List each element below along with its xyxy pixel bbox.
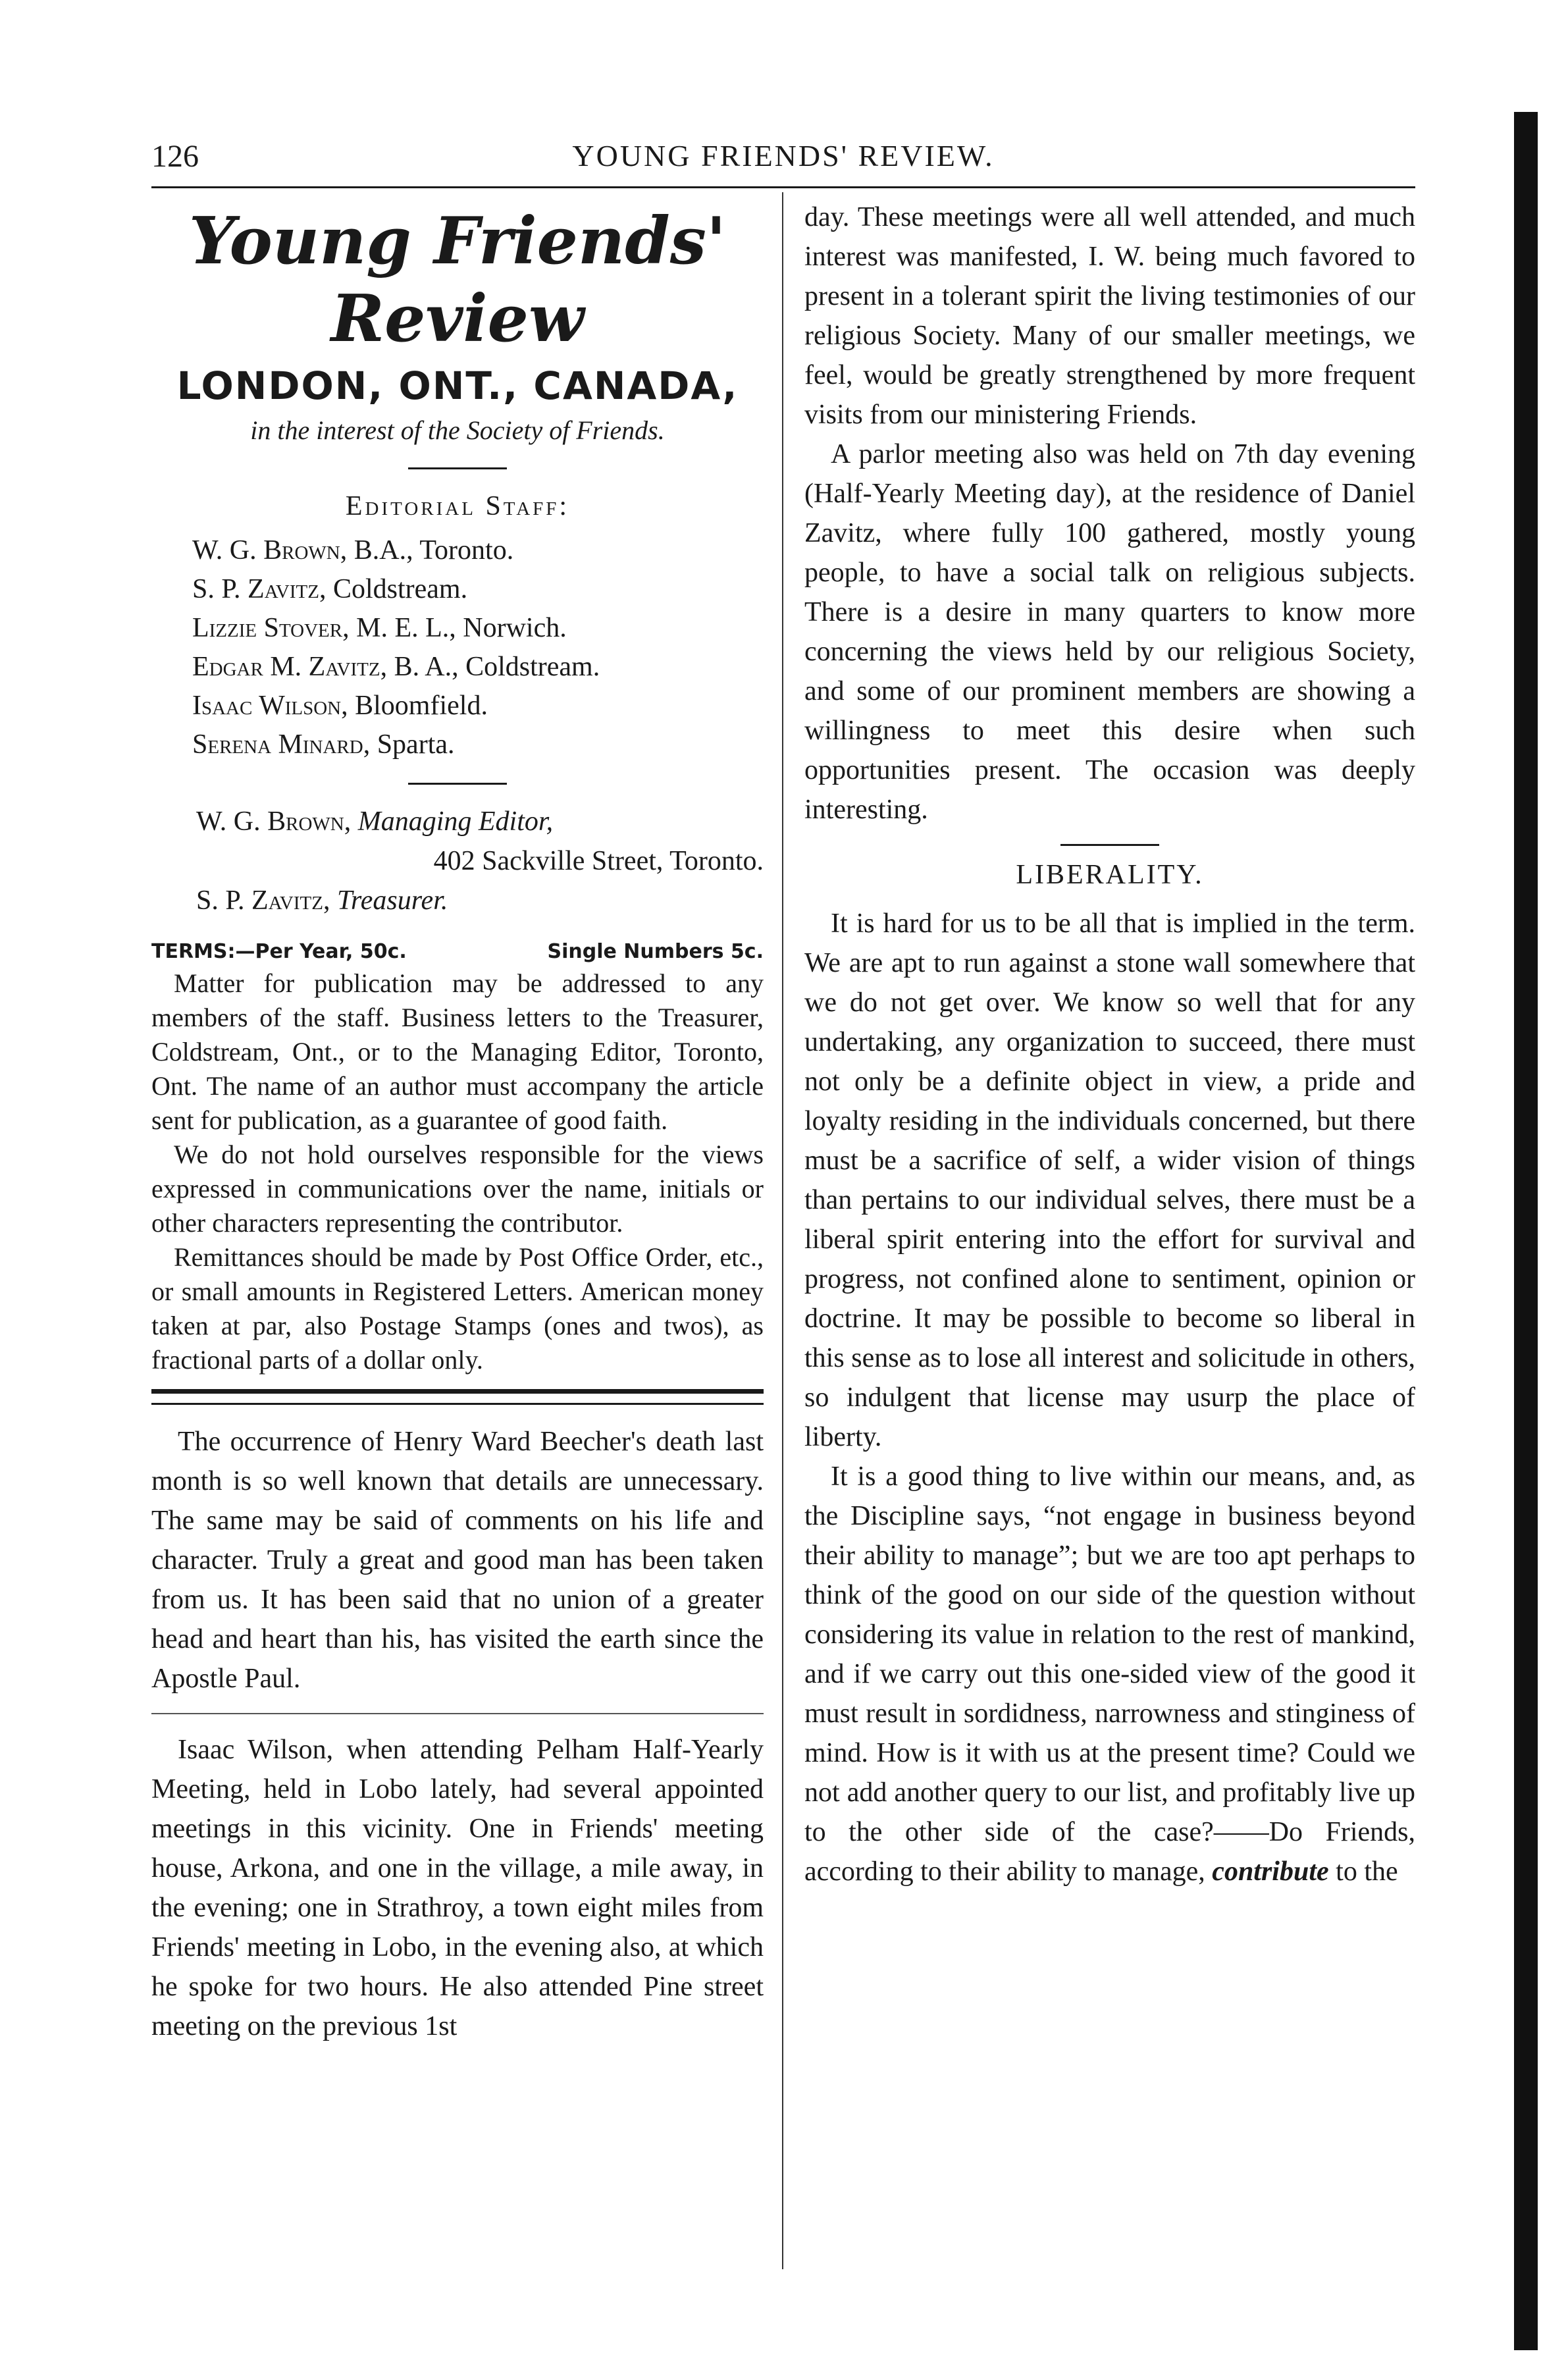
page-number: 126 xyxy=(151,139,199,174)
staff-member xyxy=(192,609,764,648)
staff-member xyxy=(192,531,764,570)
masthead-title: Young Friends' Review xyxy=(189,203,726,357)
staff-name: Edgar M. Zavitz xyxy=(192,652,380,682)
managing-editor-name: W. G. Brown xyxy=(196,806,344,837)
left-column xyxy=(151,197,764,2046)
column-divider xyxy=(782,192,783,2269)
notice-paragraph: Matter for publication may be addressed to any members of the staff. Business letters to the Treasurer, Coldstream, Ont., or to the Managing Editor, Toronto, Ont. The name of an author must accompany the article sent for publication, as a guarantee of good faith. xyxy=(151,968,764,1135)
terms-single-numbers: Single Numbers 5c. xyxy=(547,940,764,963)
liberality-text: It is a good thing to live within our means, and, as the Discipline says, “not engage in business beyond their ability to manage”; but we are too apt perhaps to think of the good on our side of the question without considering its value in relation to the rest of mankind, and if we carry out this one-sided view of the good it must result in sordidness, narrowness and stinginess of mind. How is it with us at the present time? Could we not add another query to our list, and profitably live up to the other side of the case?——Do Friends, according to their ability to manage, xyxy=(804,1461,1415,1887)
managing-editor-line: W. G. Brown, Managing Editor, xyxy=(196,806,554,837)
scan-edge-shadow xyxy=(1514,112,1538,2350)
staff-detail: , Bloomfield. xyxy=(341,691,488,721)
staff-member xyxy=(192,725,764,764)
article-separator xyxy=(151,1713,764,1714)
right-column xyxy=(804,197,1415,1891)
liberality-text-end: to the xyxy=(1336,1856,1398,1887)
masthead-rule xyxy=(408,467,507,469)
treasurer-role: Treasurer. xyxy=(336,885,448,916)
parlor-meeting-paragraph: A parlor meeting also was held on 7th day evening (Half-Yearly Meeting day), at the residence of Daniel Zavitz, where fully 100 gathered, mostly young people, to have a social talk on religious subjects. There is a desire in many quarters to know more concerning the views held by our religious Society, and some of our prominent members are showing a willingness to meet this desire when such opportunities present. The occasion was deeply interesting. xyxy=(804,439,1415,825)
staff-name: Serena Minard xyxy=(192,729,363,760)
staff-member xyxy=(192,648,764,687)
staff-member xyxy=(192,570,764,609)
section-rule xyxy=(1060,844,1159,846)
subscription-terms xyxy=(151,937,764,966)
masthead-tagline: in the interest of the Society of Friends. xyxy=(250,415,665,445)
header-rule xyxy=(151,186,1415,188)
emphasized-word: contribute xyxy=(1212,1856,1329,1887)
treasurer-name: S. P. Zavitz xyxy=(196,885,323,916)
staff-member xyxy=(192,687,764,725)
staff-name: S. P. Zavitz xyxy=(192,574,319,604)
continuation-paragraph: day. These meetings were all well attended, and much interest was manifested, I. W. being much favored to present in a tolerant spirit the living testimonies of our religious Society. Many of our smaller meetings, we feel, would be greatly strengthened by more frequent visits from our ministering Friends. xyxy=(804,202,1415,430)
liberality-paragraph: It is hard for us to be all that is implied in the term. We are apt to run against a stone wall somewhere that we do not get over. We know so well that for any undertaking, any organization to succeed, there must not only be a definite object in view, a pride and loyalty residing in the individuals concerned, but there must be a sacrifice of self, a wider vision of things than pertains to our individual selves, there must be a liberal spirit entering into the effort for survival and progress, not confined alone to sentiment, opinion or doctrine. It may be possible to become so liberal in this sense as to lose all interest and solicitude in others, so indulgent that license may usurp the place of liberty. xyxy=(804,908,1415,1452)
notice-paragraph: We do not hold ourselves responsible for the views expressed in communications over the name, initials or other characters representing the contributor. xyxy=(151,1140,764,1238)
staff-detail: , B.A., Toronto. xyxy=(340,535,514,565)
running-title: YOUNG FRIENDS' REVIEW. xyxy=(572,139,995,172)
staff-detail: , Coldstream. xyxy=(319,574,468,604)
staff-name: Isaac Wilson xyxy=(192,691,342,721)
treasurer-line: S. P. Zavitz, Treasurer. xyxy=(196,885,448,916)
staff-name: W. G. Brown xyxy=(192,535,340,565)
beecher-paragraph: The occurrence of Henry Ward Beecher's death last month is so well known that details are unnecessary. The same may be said of comments on his life and character. Truly a great and good man has been taken from us. It has been said that no union of a greater head and heart than his, has visited the earth since the Apostle Paul. xyxy=(151,1427,764,1694)
notice-paragraph: Remittances should be made by Post Office Order, etc., or small amounts in Registered Letters. American money taken at par, also Postage Stamps (ones and twos), as fractional parts of a dollar only. xyxy=(151,1242,764,1375)
masthead-location: LONDON, ONT., CANADA, xyxy=(176,363,739,408)
liberality-paragraph-2 xyxy=(804,1457,1415,1891)
staff-heading: Editorial Staff: xyxy=(345,491,570,521)
wilson-paragraph: Isaac Wilson, when attending Pelham Half-Yearly Meeting, held in Lobo lately, had several appointed meetings in this vicinity. One in Friends' meeting house, Arkona, and one in the village, a mile away, in the evening; one in Strathroy, a town eight miles from Friends' meeting in Lobo, in the evening also, at which he spoke for two hours. He also attended Pine street meeting on the previous 1st xyxy=(151,1735,764,2041)
staff-rule xyxy=(408,783,507,785)
staff-detail: , M. E. L., Norwich. xyxy=(342,613,567,643)
section-title: LIBERALITY. xyxy=(1016,860,1204,890)
staff-detail: , Sparta. xyxy=(363,729,455,760)
staff-name: Lizzie Stover xyxy=(192,613,343,643)
terms-per-year: TERMS:—Per Year, 50c. xyxy=(151,940,407,963)
managing-editor-role: Managing Editor, xyxy=(357,806,554,837)
staff-detail: , B. A., Coldstream. xyxy=(380,652,600,682)
managing-editor-address: 402 Sackville Street, Toronto. xyxy=(433,846,764,876)
section-double-rule xyxy=(151,1389,764,1405)
running-header xyxy=(151,138,1415,184)
staff-list xyxy=(192,531,764,764)
